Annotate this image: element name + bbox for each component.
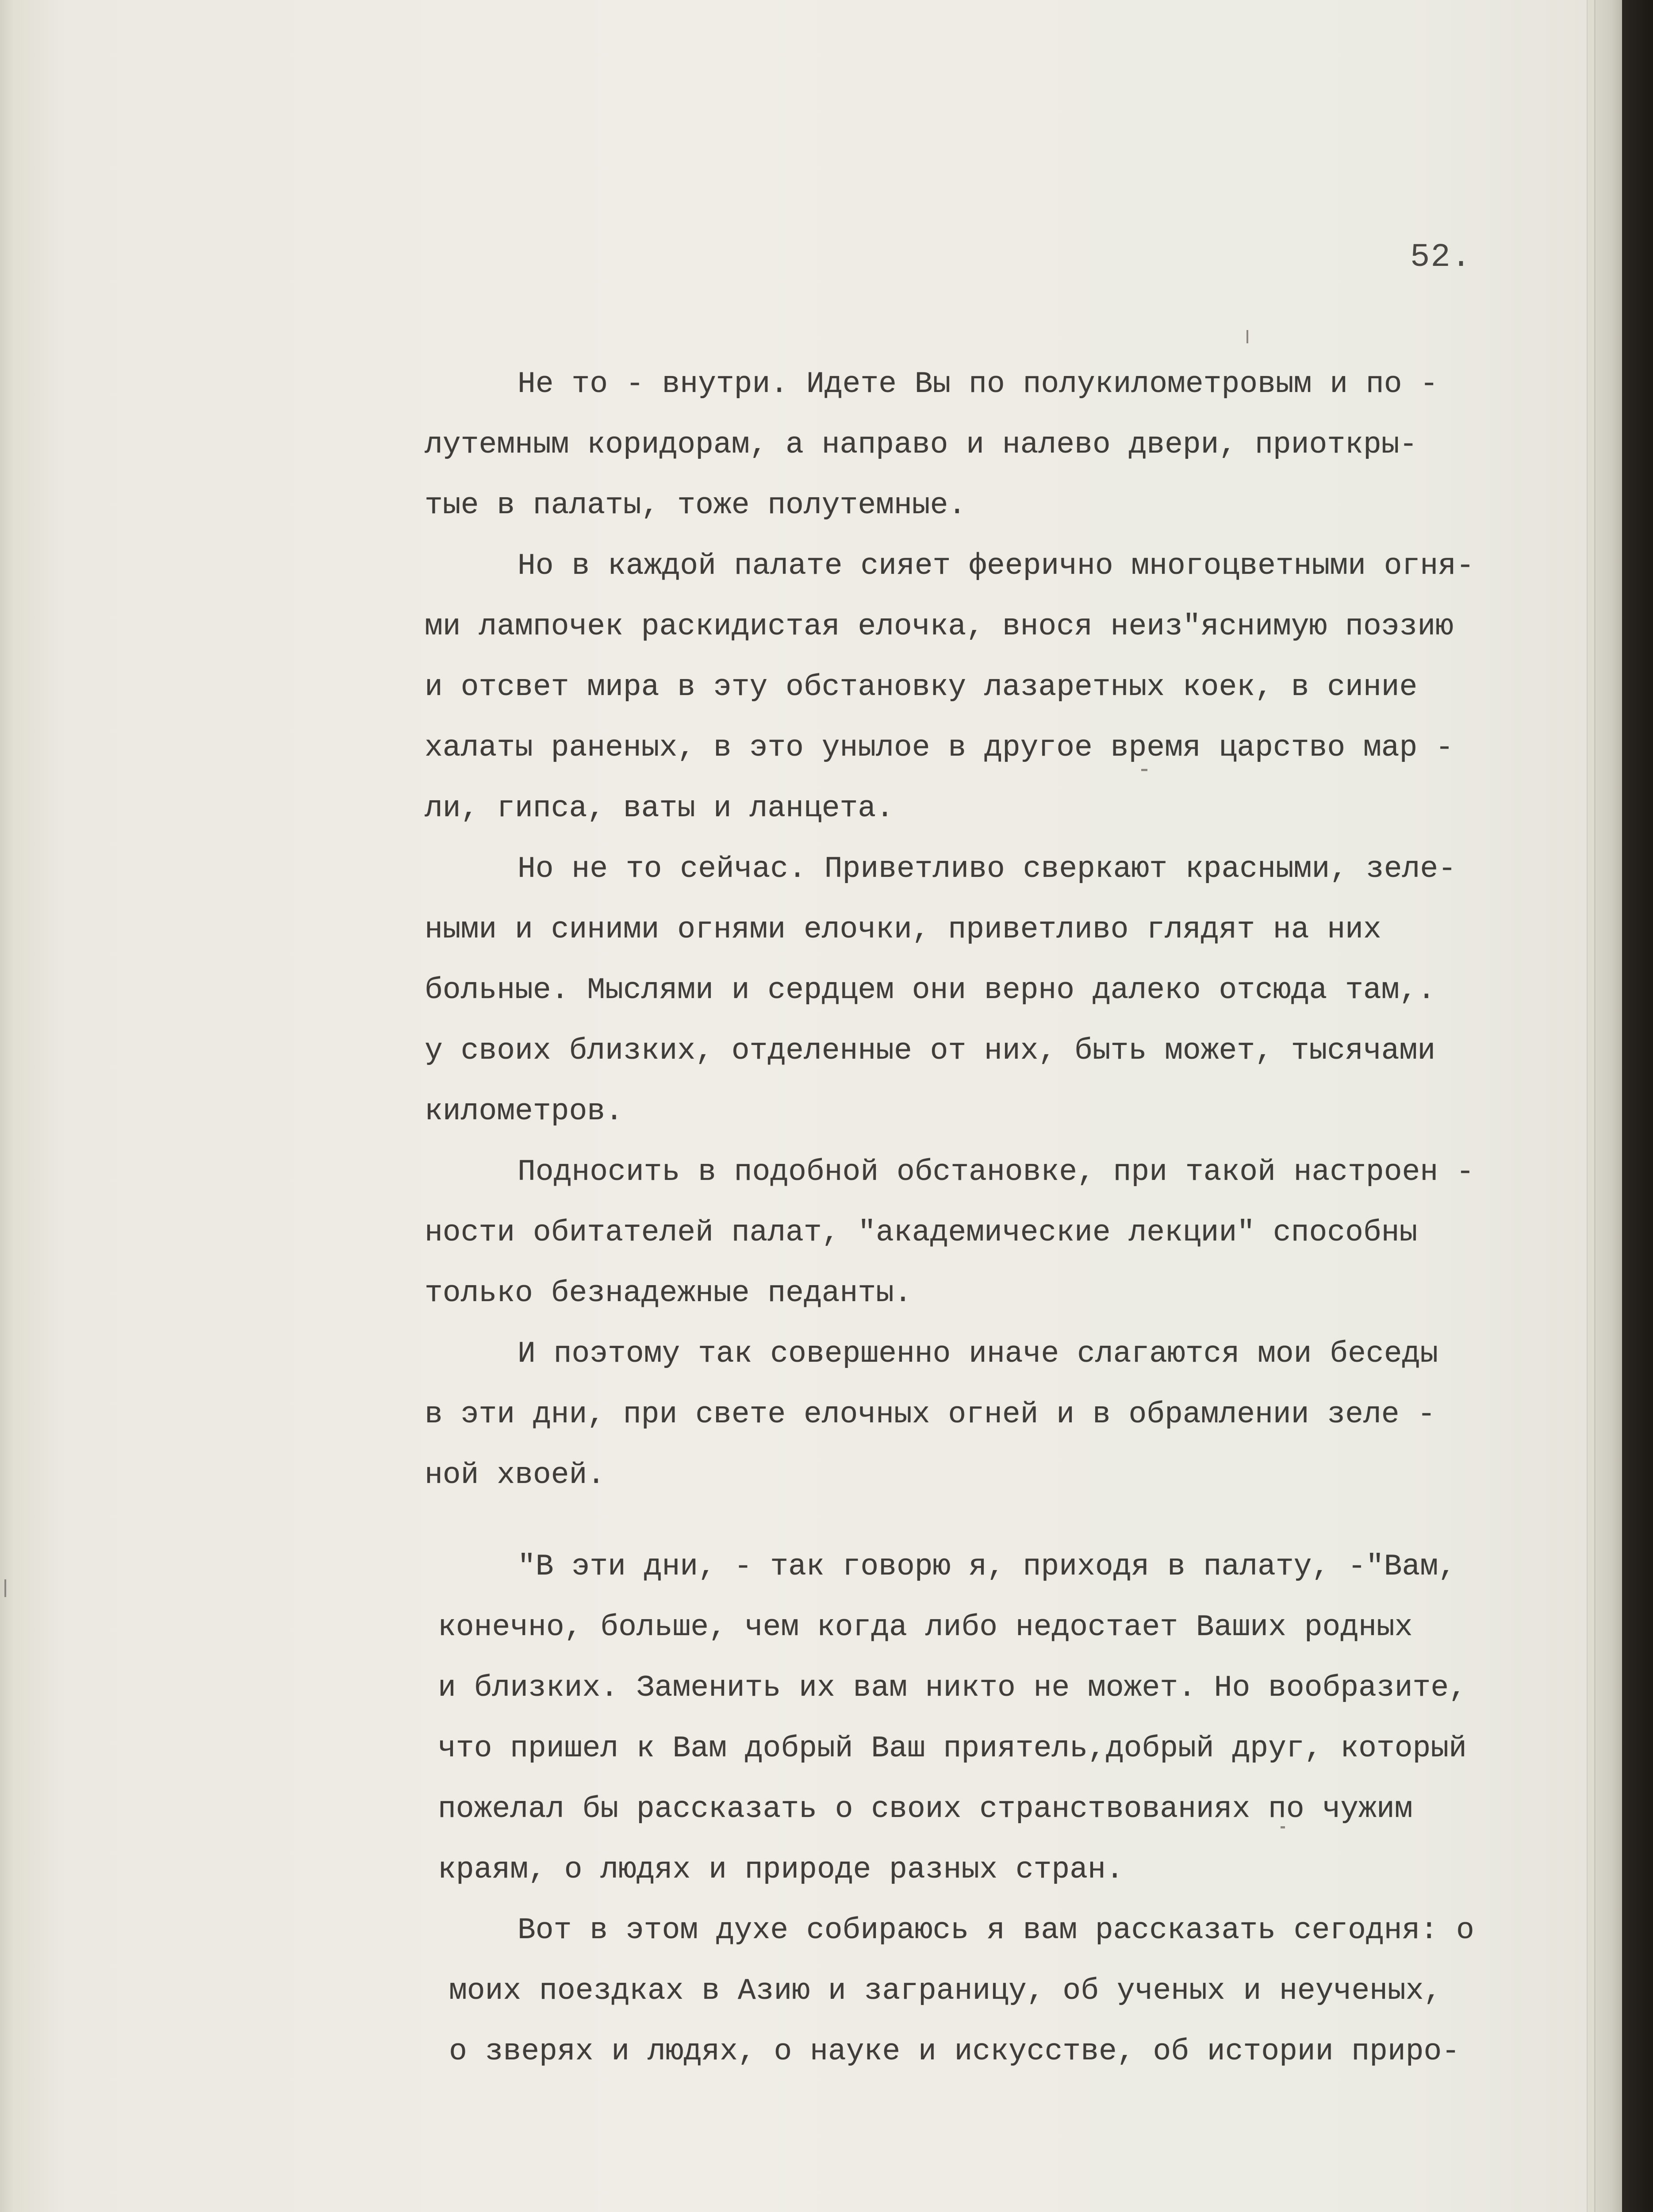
paragraph (425, 1324, 1557, 1505)
text-line: и отсвет мира в эту обстановку лазаретных коек, в синие (425, 670, 1418, 704)
paragraph (425, 1536, 1557, 1900)
text-line: что пришел к Вам добрый Ваш приятель,добрый друг, который (438, 1732, 1467, 1766)
text-line: халаты раненых, в это унылое в другое время царство мар - (425, 731, 1454, 765)
text-line: в эти дни, при свете елочных огней и в обрамлении зеле - (425, 1398, 1436, 1432)
typewritten-text (425, 354, 1557, 2082)
text-line: И поэтому так совершенно иначе слагаются мои беседы (518, 1337, 1438, 1371)
paragraph (425, 1142, 1557, 1324)
text-line: лутемным коридорам, а направо и налево двери, приоткры- (425, 428, 1418, 462)
text-line: Но в каждой палате сияет феерично многоцветными огня- (518, 549, 1474, 583)
text-line: о зверях и людях, о науке и искусстве, об истории приро- (449, 2035, 1460, 2069)
text-line: тые в палаты, тоже полутемные. (425, 488, 966, 522)
page-number: 52. (1410, 239, 1472, 276)
text-line: Вот в этом духе собираюсь я вам рассказать сегодня: о (518, 1913, 1474, 1947)
paragraph (425, 839, 1557, 1142)
paragraph (425, 536, 1557, 839)
underlying-page-stack (1594, 0, 1622, 2212)
text-line: ными и синими огнями елочки, приветливо глядят на них (425, 913, 1381, 947)
text-line: конечно, больше, чем когда либо недостает Ваших родных (438, 1610, 1413, 1644)
paper-mark (1246, 330, 1248, 343)
text-line: ной хвоей. (425, 1458, 606, 1492)
text-line: только безнадежные педанты. (425, 1276, 912, 1310)
text-line: километров. (425, 1094, 623, 1129)
text-line: "В эти дни, - так говорю я, приходя в палату, -"Вам, (518, 1550, 1456, 1584)
text-line: Но не то сейчас. Приветливо сверкают красными, зеле- (518, 852, 1456, 886)
text-line: краям, о людях и природе разных стран. (438, 1853, 1124, 1887)
text-line: ли, гипса, ваты и ланцета. (425, 791, 894, 826)
paragraph (425, 1900, 1557, 2082)
text-line: и близких. Заменить их вам никто не может. Но вообразите, (438, 1671, 1467, 1705)
paragraph (425, 354, 1557, 536)
page-left-shadow (0, 0, 13, 2212)
text-line: Не то - внутри. Идете Вы по полукилометровым и по - (518, 367, 1438, 401)
text-line: моих поездках в Азию и заграницу, об ученых и неученых, (449, 1974, 1442, 2008)
binder-edge (1622, 0, 1653, 2212)
text-line: ми лампочек раскидистая елочка, внося неиз"яснимую поэзию (425, 610, 1454, 644)
text-line: больные. Мыслями и сердцем они верно далеко отсюда там,. (425, 973, 1436, 1007)
paper-mark (4, 1579, 6, 1597)
text-line: пожелал бы рассказать о своих странствованиях по чужим (438, 1792, 1413, 1826)
text-line: ности обитателей палат, "академические лекции" способны (425, 1216, 1418, 1250)
text-line: у своих близких, отделенные от них, быть может, тысячами (425, 1034, 1436, 1068)
text-line: Подносить в подобной обстановке, при такой настроен - (518, 1155, 1474, 1189)
